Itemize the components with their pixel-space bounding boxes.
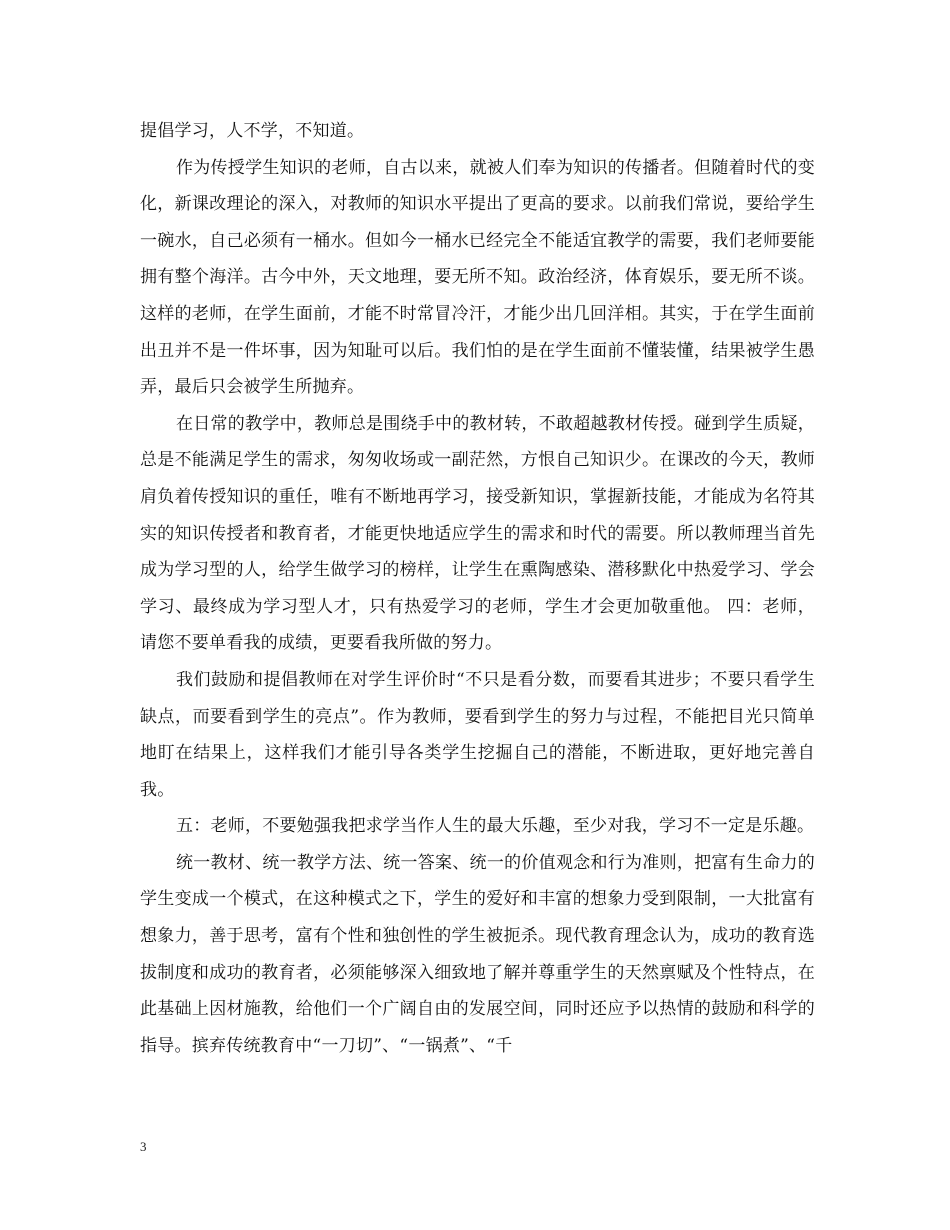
paragraph-daily-teaching: 在日常的教学中，教师总是围绕手中的教材转，不敢超越教材传授。碰到学生质疑，总是不能满足学生的需求，匆匆收场或一副茫然，方恨自己知识少。在课改的今天，教师肩负着传授知识的重任，唯有不断地再学习，接受新知识，掌握新技能，才能成为名符其实的知识传授者和教育者，才能更快地适应学生的需求和时代的需要。所以教师理当首先成为学习型的人，给学生做学习的榜样，让学生在熏陶感染、潜移默化中热爱学习、学会学习、最终成为学习型人才，只有热爱学习的老师，学生才会更加敬重他。 四：老师，请您不要单看我的成绩，更要看我所做的努力。 [140,413,815,654]
paragraph-teacher-knowledge: 作为传授学生知识的老师，自古以来，就被人们奉为知识的传播者。但随着时代的变化，新课改理论的深入，对教师的知识水平提出了更高的要求。以前我们常说，要给学生一碗水，自己必须有一桶水。但如今一桶水已经完全不能适宜教学的需要，我们老师要能拥有整个海洋。古今中外，天文地理，要无所不知。政治经济，体育娱乐，要无所不谈。这样的老师，在学生面前，才能不时常冒冷汗，才能少出几回洋相。其实，于在学生面前出丑并不是一件坏事，因为知耻可以后。我们怕的是在学生面前不懂装懂，结果被学生愚弄，最后只会被学生所抛弃。 [140,157,815,398]
paragraph-continuation: 提倡学习，人不学，不知道。 [140,121,365,141]
page-number: 3 [140,1139,147,1154]
paragraph-student-evaluation: 我们鼓励和提倡教师在对学生评价时“不只是看分数，而要看其进步；不要只看学生缺点，而要看到学生的亮点”。作为教师，要看到学生的努力与过程，不能把目光只简单地盯在结果上，这样我们才能引导各类学生挖掘自己的潜能，不断进取，更好地完善自我。 [140,669,815,800]
body-text [140,113,815,1064]
paragraph-section-five-heading: 五：老师，不要勉强我把求学当作人生的最大乐趣，至少对我，学习不一定是乐趣。 [176,816,815,837]
paragraph-unified-education: 统一教材、统一教学方法、统一答案、统一的价值观念和行为准则，把富有生命力的学生变成一个模式，在这种模式之下，学生的爱好和丰富的想象力受到限制，一大批富有想象力，善于思考，富有个性和独创性的学生被扼杀。现代教育理念认为，成功的教育选拔制度和成功的教育者，必须能够深入细致地了解并尊重学生的天然禀赋及个性特点，在此基础上因材施教，给他们一个广阔自由的发展空间，同时还应予以热情的鼓励和科学的指导。摈弃传统教育中“一刀切”、“一锅煮”、“千 [140,852,815,1056]
